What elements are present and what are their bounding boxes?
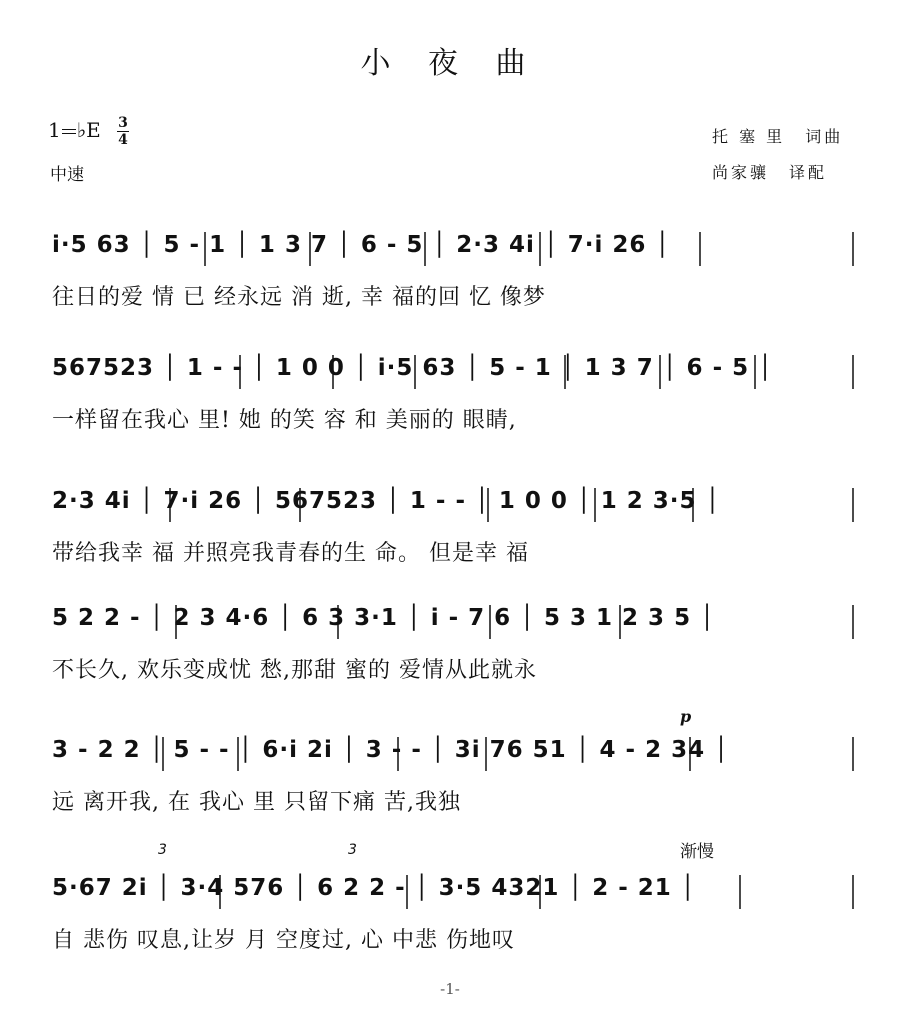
lyrics-line-4: 不长久, 欢乐变成忧 愁,那甜 蜜的 爱情从此就永 xyxy=(52,658,537,683)
time-signature xyxy=(117,116,129,147)
score-line-4 xyxy=(0,605,900,705)
credit-name: 托 塞 里 xyxy=(712,127,786,146)
credit-translator xyxy=(712,160,827,183)
lyrics-line-5: 远 离开我, 在 我心 里 只留下痛 苦,我独 xyxy=(52,790,461,815)
lyrics-line-2: 一样留在我心 里! 她 的笑 容 和 美丽的 眼睛, xyxy=(52,408,517,433)
lyrics-line-1: 往日的爱 情 已 经永远 消 逝, 幸 福的回 忆 像梦 xyxy=(52,285,546,310)
triplet-mark: 3 xyxy=(158,842,167,858)
notes-line-3: 2·3 4i │ 7·i 26 │ 567523 │ 1 - - │ 1 0 0 │ 1 2 3·5 │ xyxy=(52,488,721,514)
credit-name: 尚家骧 xyxy=(712,163,770,182)
lyrics-line-6: 自 悲伤 叹息,让岁 月 空度过, 心 中悲 伤地叹 xyxy=(52,928,515,953)
notes-line-1: i·5 63 │ 5 - 1 │ 1 3 7 │ 6 - 5 │ 2·3 4i │ 7·i 26 │ xyxy=(52,232,671,258)
credit-composer xyxy=(712,124,843,147)
page-title: 小 夜 曲 xyxy=(360,46,540,81)
score-line-2 xyxy=(0,355,900,455)
tempo-marking: 中速 xyxy=(50,165,84,185)
time-signature-bottom: 4 xyxy=(118,132,128,148)
credit-role: 词曲 xyxy=(805,127,844,146)
equals-sign xyxy=(62,129,76,134)
score-line-5 xyxy=(0,707,900,837)
notes-line-4: 5 2 2 - │ 2 3 4·6 │ 6 3 3·1 │ i - 7 6 │ 5 3 1 2 3 5 │ xyxy=(52,605,715,631)
dynamic-marking: p xyxy=(680,707,692,726)
triplet-mark: 3 xyxy=(348,842,357,858)
page-number: -1- xyxy=(440,980,460,998)
key-note: E xyxy=(86,118,101,142)
time-signature-top: 3 xyxy=(118,115,128,131)
key-flat: ♭ xyxy=(76,118,87,142)
ritardando-marking: 渐慢 xyxy=(680,842,714,862)
score-line-1 xyxy=(0,232,900,332)
notes-line-6: 5·67 2i │ 3·4 576 │ 6 2 2 - │ 3·5 4321 │ 2 - 21 │ xyxy=(52,875,696,901)
key-tonic: 1 xyxy=(48,118,61,142)
score-line-6 xyxy=(0,842,900,975)
credit-role: 译配 xyxy=(789,163,828,182)
lyrics-line-3: 带给我幸 福 并照亮我青春的生 命。 但是幸 福 xyxy=(52,541,529,566)
score-line-3 xyxy=(0,488,900,588)
notes-line-5: 3 - 2 2 │ 5 - - │ 6·i 2i │ 3 - - │ 3i 76 51 │ 4 - 2 34 │ xyxy=(52,737,729,763)
key-signature xyxy=(48,118,101,142)
notes-line-2: 567523 │ 1 - - │ 1 0 0 │ i·5 63 │ 5 - 1 │ 1 3 7 │ 6 - 5 │ xyxy=(52,355,773,381)
